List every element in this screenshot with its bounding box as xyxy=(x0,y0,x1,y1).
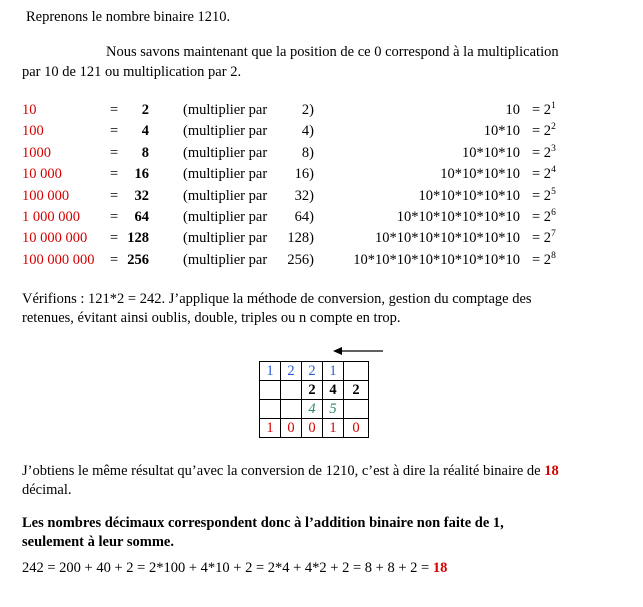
row-multiplier-label: (multiplier par xyxy=(183,166,268,183)
row-decimal: 10 000 000 xyxy=(22,230,88,247)
grid-row-3 xyxy=(260,400,369,419)
grid-cell: 2 xyxy=(302,381,323,400)
grid-row-2 xyxy=(260,381,369,400)
row-equals: = xyxy=(110,187,119,204)
row-multiplier-value: 16) xyxy=(294,166,314,183)
row-multiplier-value: 8) xyxy=(301,144,314,161)
row-decimal: 100 000 000 xyxy=(22,251,95,268)
row-multiplier-value: 128) xyxy=(287,230,314,247)
row-equals: = xyxy=(110,166,119,183)
row-product: 10*10*10 xyxy=(462,144,520,161)
intro-text: Reprenons le nombre binaire 1210. xyxy=(26,9,231,25)
row-value: 8 xyxy=(141,144,149,161)
row-multiplier-value: 64) xyxy=(294,209,314,225)
row-equals: = xyxy=(110,102,119,118)
row-power-exponent: 4 xyxy=(551,165,556,176)
row-multiplier-value: 4) xyxy=(301,123,314,140)
row-multiplier-value: 256) xyxy=(287,251,314,268)
row-value: 16 xyxy=(134,166,149,183)
row-product: 10*10*10*10 xyxy=(440,166,520,183)
row-decimal: 100 000 xyxy=(22,187,70,204)
row-equals: = xyxy=(110,123,119,140)
paragraph-line-1: Nous savons maintenant que la position de ce 0 correspond à la multiplication xyxy=(106,44,559,60)
row-value: 32 xyxy=(134,187,149,204)
conclusion-line-2: seulement à leur somme. xyxy=(22,534,174,550)
row-decimal: 10 xyxy=(22,102,37,118)
row-power xyxy=(532,122,556,140)
row-product: 10*10*10*10*10 xyxy=(418,187,520,204)
row-power xyxy=(532,208,556,226)
grid-cell: 1 xyxy=(323,419,344,438)
row-equals: = xyxy=(110,209,119,225)
grid-row-4 xyxy=(260,419,369,438)
row-power-exponent: 8 xyxy=(551,250,556,261)
row-product: 10*10*10*10*10*10 xyxy=(396,209,520,225)
row-power-base: = 2 xyxy=(532,144,552,161)
grid-cell: 0 xyxy=(281,419,302,438)
grid-cell: 2 xyxy=(344,381,369,400)
row-power xyxy=(532,144,556,162)
paragraph-line-2: par 10 de 121 ou multiplication par 2. xyxy=(22,64,242,80)
grid-cell: 0 xyxy=(344,419,369,438)
result-text: J’obtiens le même résultat qu’avec la conversion de 1210, c’est à dire la réalité binaire de xyxy=(22,463,541,479)
row-value: 128 xyxy=(127,230,149,247)
row-power-exponent: 6 xyxy=(551,208,556,218)
row-power-exponent: 5 xyxy=(551,186,556,197)
grid-cell: 2 xyxy=(281,362,302,381)
row-power xyxy=(532,187,556,205)
row-power-base: = 2 xyxy=(532,102,552,118)
grid-cell xyxy=(281,381,302,400)
verify-line-1: Vérifions : 121*2 = 242. J’applique la méthode de conversion, gestion du comptage des xyxy=(22,291,532,307)
row-power-base: = 2 xyxy=(532,209,552,225)
row-power-base: = 2 xyxy=(532,166,552,183)
result-number: 18 xyxy=(544,463,559,479)
row-power-base: = 2 xyxy=(532,123,552,140)
row-power-base: = 2 xyxy=(532,251,552,268)
conversion-grid xyxy=(259,361,369,438)
grid-row-1 xyxy=(260,362,369,381)
row-decimal: 100 xyxy=(22,123,44,140)
row-product: 10*10 xyxy=(483,123,520,140)
grid-cell xyxy=(281,400,302,419)
grid-cell xyxy=(344,400,369,419)
grid-cell: 1 xyxy=(323,362,344,381)
row-value: 64 xyxy=(134,209,149,225)
grid-cell: 2 xyxy=(302,362,323,381)
grid-cell: 4 xyxy=(323,381,344,400)
row-power-exponent: 3 xyxy=(551,143,556,154)
row-power xyxy=(532,101,556,119)
grid-cell: 5 xyxy=(323,400,344,419)
row-power xyxy=(532,251,556,269)
row-power-base: = 2 xyxy=(532,230,552,247)
row-equals: = xyxy=(110,144,119,161)
row-multiplier-label: (multiplier par xyxy=(183,102,268,118)
row-product: 10 xyxy=(505,102,520,118)
row-power-base: = 2 xyxy=(532,187,552,204)
verify-line-2: retenues, évitant ainsi oublis, double, triples ou n compte en trop. xyxy=(22,310,401,326)
grid-cell xyxy=(260,381,281,400)
result-line-1 xyxy=(22,462,559,480)
row-multiplier-label: (multiplier par xyxy=(183,209,268,225)
grid-cell: 4 xyxy=(302,400,323,419)
row-product: 10*10*10*10*10*10*10 xyxy=(375,230,520,247)
row-decimal: 1 000 000 xyxy=(22,209,80,225)
row-value: 256 xyxy=(127,251,149,268)
row-power-exponent: 1 xyxy=(551,101,556,111)
row-multiplier-label: (multiplier par xyxy=(183,251,268,268)
row-multiplier-value: 2) xyxy=(301,102,314,118)
grid-cell: 1 xyxy=(260,419,281,438)
row-multiplier-label: (multiplier par xyxy=(183,230,268,247)
grid-cell xyxy=(344,362,369,381)
row-value: 4 xyxy=(141,123,149,140)
grid-cell: 0 xyxy=(302,419,323,438)
result-line-2: décimal. xyxy=(22,482,72,498)
conclusion-line-1: Les nombres décimaux correspondent donc à l’addition binaire non faite de 1, xyxy=(22,515,504,531)
final-equation xyxy=(22,559,447,577)
row-multiplier-label: (multiplier par xyxy=(183,123,268,140)
row-multiplier-label: (multiplier par xyxy=(183,144,268,161)
row-product: 10*10*10*10*10*10*10*10 xyxy=(353,251,520,268)
grid-cell xyxy=(260,400,281,419)
final-expression: 242 = 200 + 40 + 2 = 2*100 + 4*10 + 2 = 2*4 + 4*2 + 2 = 8 + 8 + 2 = xyxy=(22,560,430,576)
row-decimal: 1000 xyxy=(22,144,51,161)
row-equals: = xyxy=(110,251,119,268)
row-value: 2 xyxy=(141,102,149,118)
row-decimal: 10 000 xyxy=(22,166,62,183)
grid-cell: 1 xyxy=(260,362,281,381)
row-power-exponent: 7 xyxy=(551,229,556,240)
row-multiplier-label: (multiplier par xyxy=(183,187,268,204)
row-multiplier-value: 32) xyxy=(294,187,314,204)
row-power-exponent: 2 xyxy=(551,122,556,133)
left-arrow-icon xyxy=(333,345,383,357)
row-power xyxy=(532,229,556,247)
row-equals: = xyxy=(110,230,119,247)
final-result: 18 xyxy=(432,560,448,576)
row-power xyxy=(532,165,556,183)
